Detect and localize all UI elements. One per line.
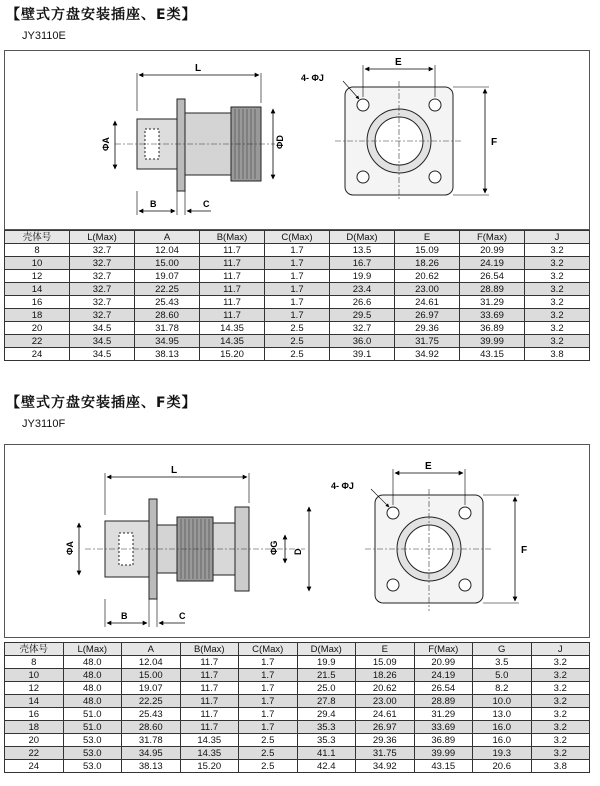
table-cell: 14 <box>5 283 70 296</box>
table-cell: 26.54 <box>414 682 473 695</box>
table-row <box>5 656 590 669</box>
table-cell: 43.15 <box>414 760 473 773</box>
table-cell: 13.5 <box>330 244 395 257</box>
table-cell: 29.36 <box>395 322 460 335</box>
dim-f-label: F <box>491 137 498 148</box>
table-cell: 11.7 <box>200 257 265 270</box>
table-row <box>5 322 590 335</box>
table-cell: 11.7 <box>180 695 239 708</box>
table-cell: 31.75 <box>395 335 460 348</box>
table-cell: 18.26 <box>395 257 460 270</box>
table-cell: 11.7 <box>200 270 265 283</box>
table-cell: 19.07 <box>135 270 200 283</box>
table-row <box>5 721 590 734</box>
dim-b-label: B <box>150 199 157 209</box>
table-cell: 34.92 <box>395 348 460 361</box>
table-cell: 19.3 <box>473 747 532 760</box>
table-cell: 18.26 <box>356 669 415 682</box>
table-cell: 16.0 <box>473 734 532 747</box>
table-cell: 2.5 <box>265 335 330 348</box>
table-cell: 24 <box>5 760 64 773</box>
th-j: J <box>525 231 590 244</box>
table-cell: 39.99 <box>460 335 525 348</box>
dim-e-label: E <box>395 57 402 68</box>
table-cell: 1.7 <box>265 309 330 322</box>
dim-b-label-f: B <box>121 611 128 621</box>
section-f-table-body <box>5 656 590 773</box>
table-cell: 11.7 <box>180 656 239 669</box>
table-cell: 32.7 <box>70 244 135 257</box>
table-cell: 31.78 <box>135 322 200 335</box>
table-cell: 1.7 <box>265 270 330 283</box>
table-cell: 15.09 <box>356 656 415 669</box>
th-a: A <box>135 231 200 244</box>
table-cell: 51.0 <box>63 721 122 734</box>
table-row <box>5 244 590 257</box>
table-cell: 28.60 <box>122 721 181 734</box>
table-cell: 8 <box>5 244 70 257</box>
section-e-title: 【壁式方盘安装插座、E类】 <box>6 7 197 23</box>
table-cell: 11.7 <box>200 283 265 296</box>
table-cell: 26.97 <box>356 721 415 734</box>
table-cell: 23.4 <box>330 283 395 296</box>
table-cell: 3.2 <box>525 270 590 283</box>
table-cell: 16.7 <box>330 257 395 270</box>
table-row <box>5 309 590 322</box>
table-cell: 53.0 <box>63 747 122 760</box>
section-e-table <box>4 230 590 361</box>
th-d: D(Max) <box>330 231 395 244</box>
table-cell: 10.0 <box>473 695 532 708</box>
table-cell: 3.2 <box>531 721 590 734</box>
table-cell: 15.20 <box>200 348 265 361</box>
table-cell: 2.5 <box>265 322 330 335</box>
table-cell: 22 <box>5 747 64 760</box>
table-cell: 22.25 <box>135 283 200 296</box>
table-cell: 3.2 <box>525 309 590 322</box>
table-cell: 1.7 <box>239 656 298 669</box>
th-l: L(Max) <box>70 231 135 244</box>
dim-j-label-f: 4- ΦJ <box>331 481 354 491</box>
table-cell: 24 <box>5 348 70 361</box>
table-cell: 1.7 <box>239 695 298 708</box>
table-cell: 11.7 <box>180 669 239 682</box>
table-cell: 42.4 <box>297 760 356 773</box>
table-cell: 1.7 <box>265 244 330 257</box>
table-header-row <box>5 643 590 656</box>
table-cell: 33.69 <box>460 309 525 322</box>
dim-f-label-f: F <box>521 545 528 556</box>
th-e: E <box>356 643 415 656</box>
table-cell: 26.6 <box>330 296 395 309</box>
th-a: A <box>122 643 181 656</box>
table-cell: 32.7 <box>70 270 135 283</box>
table-row <box>5 695 590 708</box>
table-cell: 34.5 <box>70 322 135 335</box>
table-cell: 19.07 <box>122 682 181 695</box>
table-cell: 12 <box>5 682 64 695</box>
table-row <box>5 734 590 747</box>
table-cell: 16.0 <box>473 721 532 734</box>
table-cell: 48.0 <box>63 682 122 695</box>
table-cell: 25.0 <box>297 682 356 695</box>
dim-l-label: L <box>195 63 202 74</box>
th-c: C(Max) <box>265 231 330 244</box>
table-cell: 19.9 <box>297 656 356 669</box>
table-cell: 31.29 <box>414 708 473 721</box>
th-l: L(Max) <box>63 643 122 656</box>
table-cell: 32.7 <box>70 257 135 270</box>
table-cell: 2.5 <box>265 348 330 361</box>
table-cell: 11.7 <box>200 309 265 322</box>
section-e-model: JY3110E <box>22 30 66 42</box>
dim-g-label-f: ΦG <box>269 540 279 555</box>
table-cell: 3.2 <box>525 257 590 270</box>
table-cell: 2.5 <box>239 734 298 747</box>
table-cell: 36.89 <box>414 734 473 747</box>
table-cell: 53.0 <box>63 734 122 747</box>
table-cell: 3.2 <box>531 708 590 721</box>
table-cell: 39.99 <box>414 747 473 760</box>
table-cell: 35.3 <box>297 721 356 734</box>
table-cell: 3.2 <box>531 695 590 708</box>
table-cell: 24.19 <box>460 257 525 270</box>
table-cell: 3.8 <box>525 348 590 361</box>
table-cell: 3.2 <box>525 296 590 309</box>
th-c: C(Max) <box>239 643 298 656</box>
th-b: B(Max) <box>200 231 265 244</box>
table-cell: 34.95 <box>122 747 181 760</box>
dim-d-label-f: D <box>293 548 303 555</box>
table-cell: 1.7 <box>239 721 298 734</box>
table-cell: 24.61 <box>356 708 415 721</box>
table-cell: 33.69 <box>414 721 473 734</box>
table-cell: 29.4 <box>297 708 356 721</box>
table-row <box>5 682 590 695</box>
section-f-title: 【壁式方盘安装插座、F类】 <box>6 395 197 411</box>
table-cell: 48.0 <box>63 669 122 682</box>
table-cell: 20.99 <box>460 244 525 257</box>
table-cell: 20.99 <box>414 656 473 669</box>
table-row <box>5 283 590 296</box>
table-cell: 1.7 <box>239 708 298 721</box>
th-e: E <box>395 231 460 244</box>
table-cell: 1.7 <box>265 283 330 296</box>
table-cell: 13.0 <box>473 708 532 721</box>
table-row <box>5 760 590 773</box>
table-cell: 15.20 <box>180 760 239 773</box>
table-cell: 3.2 <box>525 283 590 296</box>
table-cell: 23.00 <box>395 283 460 296</box>
table-cell: 26.54 <box>460 270 525 283</box>
table-row <box>5 257 590 270</box>
table-cell: 22 <box>5 335 70 348</box>
table-cell: 12 <box>5 270 70 283</box>
table-cell: 14 <box>5 695 64 708</box>
table-cell: 3.2 <box>525 244 590 257</box>
table-cell: 15.09 <box>395 244 460 257</box>
table-cell: 12.04 <box>135 244 200 257</box>
table-row <box>5 296 590 309</box>
table-cell: 38.13 <box>122 760 181 773</box>
table-cell: 39.1 <box>330 348 395 361</box>
table-cell: 31.78 <box>122 734 181 747</box>
table-row <box>5 348 590 361</box>
section-e-drawing <box>4 50 590 230</box>
table-cell: 24.19 <box>414 669 473 682</box>
table-cell: 3.2 <box>531 682 590 695</box>
table-cell: 34.92 <box>356 760 415 773</box>
dim-e-label-f: E <box>425 461 432 472</box>
table-cell: 29.36 <box>356 734 415 747</box>
dim-c-label-f: C <box>179 611 186 621</box>
table-cell: 20.6 <box>473 760 532 773</box>
table-cell: 1.7 <box>239 682 298 695</box>
table-cell: 15.00 <box>135 257 200 270</box>
th-shell: 壳体号 <box>5 231 70 244</box>
table-cell: 18 <box>5 721 64 734</box>
table-cell: 32.7 <box>70 309 135 322</box>
table-cell: 31.29 <box>460 296 525 309</box>
table-cell: 11.7 <box>180 721 239 734</box>
table-cell: 21.5 <box>297 669 356 682</box>
table-cell: 22.25 <box>122 695 181 708</box>
table-cell: 23.00 <box>356 695 415 708</box>
table-cell: 53.0 <box>63 760 122 773</box>
table-cell: 1.7 <box>239 669 298 682</box>
table-cell: 32.7 <box>330 322 395 335</box>
table-cell: 12.04 <box>122 656 181 669</box>
table-cell: 8.2 <box>473 682 532 695</box>
table-cell: 11.7 <box>200 244 265 257</box>
table-cell: 48.0 <box>63 695 122 708</box>
table-cell: 3.2 <box>531 669 590 682</box>
th-shell: 壳体号 <box>5 643 64 656</box>
table-row <box>5 747 590 760</box>
table-cell: 11.7 <box>180 708 239 721</box>
table-cell: 27.8 <box>297 695 356 708</box>
table-cell: 3.2 <box>531 747 590 760</box>
table-cell: 16 <box>5 708 64 721</box>
table-cell: 20.62 <box>395 270 460 283</box>
section-e-table-body <box>5 244 590 361</box>
table-row <box>5 335 590 348</box>
dim-d-label: ΦD <box>275 135 285 149</box>
table-cell: 3.2 <box>525 335 590 348</box>
th-f: F(Max) <box>460 231 525 244</box>
table-header-row <box>5 231 590 244</box>
section-f-drawing <box>4 444 590 638</box>
table-cell: 11.7 <box>180 682 239 695</box>
table-cell: 28.89 <box>414 695 473 708</box>
table-cell: 15.00 <box>122 669 181 682</box>
table-cell: 16 <box>5 296 70 309</box>
table-cell: 25.43 <box>122 708 181 721</box>
table-cell: 20 <box>5 734 64 747</box>
table-cell: 14.35 <box>180 747 239 760</box>
table-cell: 51.0 <box>63 708 122 721</box>
table-cell: 29.5 <box>330 309 395 322</box>
table-cell: 25.43 <box>135 296 200 309</box>
table-cell: 34.5 <box>70 335 135 348</box>
table-cell: 10 <box>5 669 64 682</box>
table-cell: 32.7 <box>70 283 135 296</box>
connector-f-drawing <box>5 445 589 637</box>
dim-c-label: C <box>203 199 210 209</box>
table-cell: 18 <box>5 309 70 322</box>
table-cell: 14.35 <box>200 335 265 348</box>
table-cell: 3.8 <box>531 760 590 773</box>
table-cell: 36.0 <box>330 335 395 348</box>
section-f-table <box>4 642 590 773</box>
table-cell: 35.3 <box>297 734 356 747</box>
th-j: J <box>531 643 590 656</box>
table-cell: 3.2 <box>531 734 590 747</box>
table-cell: 2.5 <box>239 747 298 760</box>
dim-a-label-f: ΦA <box>65 541 75 555</box>
table-cell: 34.5 <box>70 348 135 361</box>
table-cell: 48.0 <box>63 656 122 669</box>
table-cell: 24.61 <box>395 296 460 309</box>
table-cell: 26.97 <box>395 309 460 322</box>
table-cell: 10 <box>5 257 70 270</box>
table-row <box>5 270 590 283</box>
dim-l-label-f: L <box>171 465 178 476</box>
table-row <box>5 708 590 721</box>
section-f-model: JY3110F <box>22 418 66 430</box>
table-cell: 3.2 <box>525 322 590 335</box>
table-cell: 1.7 <box>265 296 330 309</box>
table-cell: 19.9 <box>330 270 395 283</box>
table-cell: 31.75 <box>356 747 415 760</box>
th-d: D(Max) <box>297 643 356 656</box>
table-cell: 2.5 <box>239 760 298 773</box>
table-cell: 20 <box>5 322 70 335</box>
table-cell: 3.2 <box>531 656 590 669</box>
table-cell: 11.7 <box>200 296 265 309</box>
table-cell: 1.7 <box>265 257 330 270</box>
table-cell: 5.0 <box>473 669 532 682</box>
table-cell: 28.89 <box>460 283 525 296</box>
table-cell: 38.13 <box>135 348 200 361</box>
table-cell: 43.15 <box>460 348 525 361</box>
table-cell: 14.35 <box>200 322 265 335</box>
table-cell: 14.35 <box>180 734 239 747</box>
dim-a-label: ΦA <box>101 137 111 151</box>
table-cell: 20.62 <box>356 682 415 695</box>
table-cell: 28.60 <box>135 309 200 322</box>
table-cell: 41.1 <box>297 747 356 760</box>
table-cell: 36.89 <box>460 322 525 335</box>
th-f: F(Max) <box>414 643 473 656</box>
connector-e-drawing <box>5 51 589 229</box>
table-row <box>5 669 590 682</box>
th-g: G <box>473 643 532 656</box>
table-cell: 32.7 <box>70 296 135 309</box>
th-b: B(Max) <box>180 643 239 656</box>
table-cell: 3.5 <box>473 656 532 669</box>
dim-j-label: 4- ΦJ <box>301 73 324 83</box>
table-cell: 34.95 <box>135 335 200 348</box>
table-cell: 8 <box>5 656 64 669</box>
